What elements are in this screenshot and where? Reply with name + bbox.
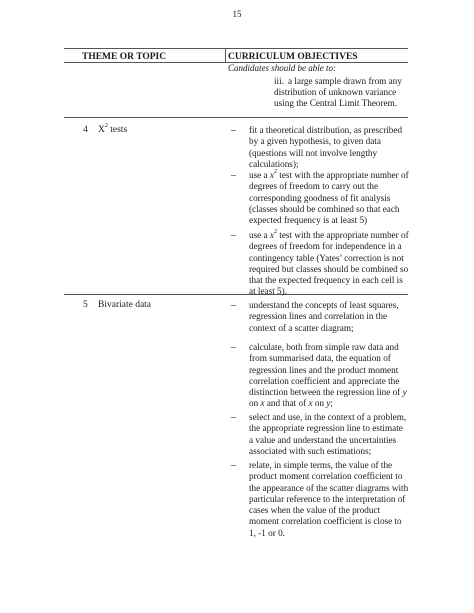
bullet-dash: – (231, 170, 236, 181)
topic-label-rest: tests (107, 125, 128, 135)
objectives-subheading: Candidates should be able to: (228, 63, 336, 73)
objective-text: fit a theoretical distribution, as prescribed by a given hypothesis, to given data (questions will not involve lengthy calculations); (249, 125, 403, 169)
continuation-item (274, 76, 402, 109)
objective-text: understand the concepts of least squares, regression lines and correlation in the context of a scatter diagram; (249, 300, 399, 333)
bullet-dash: – (231, 460, 236, 471)
theme-header: THEME OR TOPIC (82, 52, 167, 62)
bullet-dash: – (231, 342, 236, 353)
topic-label: X (98, 125, 105, 135)
topic-label: Bivariate data (98, 300, 152, 310)
bullet-dash: – (231, 230, 236, 241)
header-column-rule (225, 48, 226, 62)
objective-text: relate, in simple terms, the value of the product moment correlation coefficient to the appearance of the scatter diagrams with particular reference to the interpretation of cases when the value of the product moment correlation coefficient is close to 1, -1 or 0. (249, 460, 409, 538)
row-divider (64, 117, 408, 118)
objectives-header: CURRICULUM OBJECTIVES (228, 52, 358, 62)
objective-text: use a $x^2$ test with the appropriate number of degrees of freedom for independence in a contingency table (Yates’ correction is not required but classes should be combined so that the expected frequency in each cell is at least 5). (249, 228, 409, 297)
objective-text: select and use, in the context of a problem, the appropriate regression line to estimate a value and understand the uncertainties associated with such estimations; (249, 412, 407, 456)
topic-bivariate-data (83, 300, 151, 310)
roman-numeral: iii. (274, 76, 284, 86)
page-number: 15 (232, 9, 242, 19)
bullet-dash: – (231, 125, 236, 136)
topic-superscript: 2 (104, 122, 108, 129)
bullet-dash: – (231, 300, 236, 311)
topic-number: 4 (83, 125, 88, 135)
topic-number: 5 (83, 300, 88, 310)
objective-text: use a $x^2$ test with the appropriate number of degrees of freedom to carry out the corresponding goodness of fit analysis (classes should be combined so that each expected frequency is at least 5) (249, 168, 409, 226)
objective-text: calculate, both from simple raw data and from summarised data, the equation of regression lines and the product moment correlation coefficient and appreciate the distinction between the regression line of y on x and that of x on y; (249, 342, 407, 409)
table-top-rule (64, 48, 408, 49)
continuation-text: a large sample drawn from any distribution of unknown variance using the Central Limit Theorem. (274, 76, 402, 108)
topic-chi-square (83, 122, 128, 135)
bullet-dash: – (231, 412, 236, 423)
